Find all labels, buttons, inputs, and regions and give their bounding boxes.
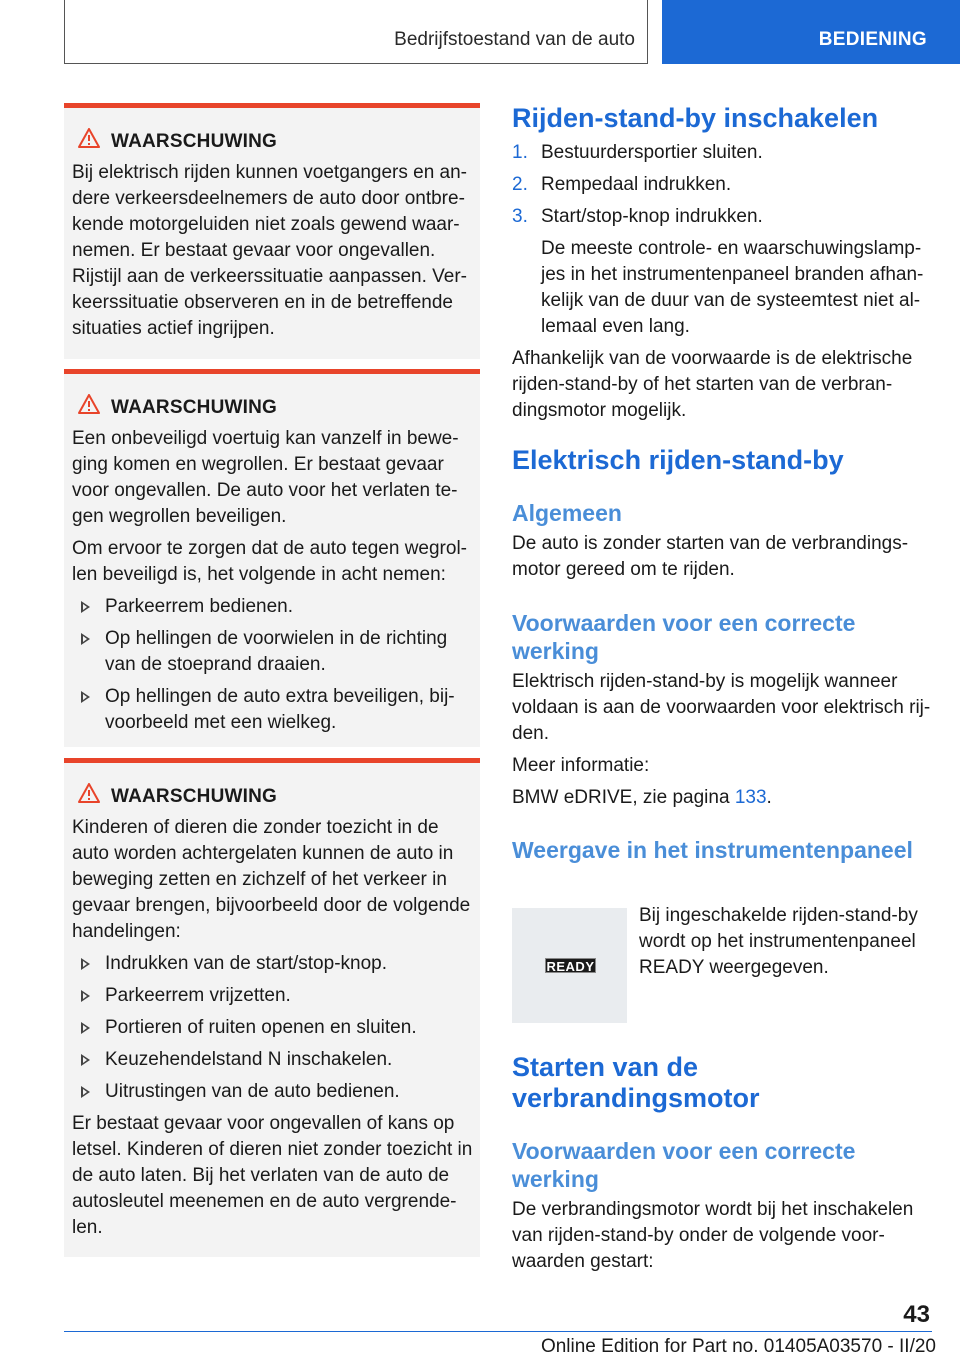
warning-triangle-icon [78,128,100,148]
list-item: 3. Start/stop-knop indrukken. [512,204,932,230]
list-item: Op hellingen de voorwielen in de richting van de stoeprand draaien. [72,626,473,678]
list-item: 1. Bestuurdersportier sluiten. [512,140,932,166]
body-text: Afhankelijk van de voorwaarde is de elektrische rijden-stand-by of het starten van de verbran-dingsmotor mogelijk. [512,348,913,421]
warning-box-2 [64,369,480,747]
warning-heading [72,128,473,154]
warning-triangle-icon [78,783,100,803]
bullet-triangle-icon [81,601,90,613]
warning-title: WAARSCHUWING [111,786,277,807]
warning-heading [72,783,473,809]
warning-box-3 [64,758,480,1257]
bullet-triangle-icon [81,691,90,703]
body-text: Bij ingeschakelde rijden-stand-by wordt op het instrumentenpaneel READY weergegeven. [639,905,918,978]
page-link[interactable]: 133 [734,787,767,808]
list-item: Indrukken van de start/stop-knop. [72,951,473,977]
subheading-conditions: Voorwaarden voor een correcte werking [512,610,856,664]
body-text: Meer informatie: [512,755,650,776]
header-section-tab [64,0,648,64]
body-text: De verbrandingsmotor wordt bij het inschakelen van rijden-stand-by onder de volgende voor-waarden gestart: [512,1199,914,1272]
body-text: Elektrisch rijden-stand-by is mogelijk wanneer voldaan is aan de voorwaarden voor elektrisch rij-den. [512,671,931,744]
warning-heading [72,394,473,420]
warning-triangle-icon [78,394,100,414]
subheading-conditions-engine: Voorwaarden voor een correcte werking [512,1138,856,1192]
header-chapter-tab[interactable] [662,0,960,64]
step-number: 3. [512,206,528,227]
step-note: De meeste controle- en waarschuwingslamp-jes in het instrumentenpaneel branden afhan-kelijk van de duur van de systeemtest niet al-lemaal even lang. [541,238,924,337]
subheading-general: Algemeen [512,500,622,526]
body-text: De auto is zonder starten van de verbrandings-motor gereed om te rijden. [512,533,909,580]
warning-bullet-list [72,951,473,1105]
cross-reference: BMW eDRIVE, zie pagina 133. [512,787,772,808]
subheading-display: Weergave in het instrumentenpaneel [512,837,913,863]
warning-title: WAARSCHUWING [111,131,277,152]
step-number: 1. [512,142,528,163]
list-item: Uitrustingen van de auto bedienen. [72,1079,473,1105]
bullet-triangle-icon [81,990,90,1002]
ready-display-image [512,908,627,1023]
footer-edition: Online Edition for Part no. 01405A03570 - II/20 [540,1336,936,1357]
warning-box-1 [64,103,480,359]
header-section-title: Bedrijfstoestand van de auto [394,29,635,50]
list-item: Portieren of ruiten openen en sluiten. [72,1015,473,1041]
steps-list [512,140,932,230]
footer-divider [64,1331,932,1332]
list-item: Parkeerrem vrijzetten. [72,983,473,1009]
warning-text: Een onbeveiligd voertuig kan vanzelf in bewe-ging komen en wegrollen. Er bestaat gevaar voor ongevallen. De auto voor het verlaten te-gen wegrollen beveiligen. [72,428,459,527]
general-subsection [512,499,932,589]
display-text-block [639,903,929,987]
section-heading-start-engine: Starten van de verbrandingsmotor [512,1052,760,1113]
start-engine-section [512,1052,932,1114]
warning-bullet-list [72,594,473,736]
header-chapter-title: BEDIENING [818,29,927,50]
section-heading-electric: Elektrisch rijden-stand-by [512,445,844,475]
warning-text: Om ervoor te zorgen dat de auto tegen wegrol-len beveiligd is, het volgende in acht nemen: [72,538,468,585]
bullet-triangle-icon [81,1086,90,1098]
warning-title: WAARSCHUWING [111,397,277,418]
engine-conditions-subsection [512,1137,932,1281]
display-subsection [512,836,932,864]
step-number: 2. [512,174,528,195]
section-heading-standby: Rijden-stand-by inschakelen [512,103,879,133]
electric-standby-section [512,445,932,476]
list-item: Keuzehendelstand N inschakelen. [72,1047,473,1073]
bullet-triangle-icon [81,958,90,970]
warning-text: Bij elektrisch rijden kunnen voetgangers en an-dere verkeersdeelnemers de auto door ontbre-kende motorgeluiden niet zoals gewend waar-nemen. Er bestaat gevaar voor ongevallen. Rijstijl aan de verkeerssituatie aanpassen. Ver-keerssituatie observeren en in de betreffende situaties actief ingrijpen. [72,162,468,339]
bullet-triangle-icon [81,1054,90,1066]
list-item: Parkeerrem bedienen. [72,594,473,620]
list-item: Op hellingen de auto extra beveiligen, bij-voorbeeld met een wielkeg. [72,684,473,736]
bullet-triangle-icon [81,1022,90,1034]
warning-text: Kinderen of dieren die zonder toezicht in de auto worden achtergelaten kunnen de auto in beweging zetten en zichzelf of het verkeer in gevaar brengen, bijvoorbeeld door de volgende handelingen: [72,817,471,942]
conditions-subsection [512,609,932,817]
page-number: 43 [903,1301,930,1328]
standby-section [512,103,932,430]
ready-badge: READY [546,959,595,974]
bullet-triangle-icon [81,633,90,645]
warning-text: Er bestaat gevaar voor ongevallen of kans op letsel. Kinderen of dieren niet zonder toezicht in de auto laten. Bij het verlaten van de auto de autosleutel meenemen en de auto vergrende-len. [72,1113,473,1238]
list-item: 2. Rempedaal indrukken. [512,172,932,198]
